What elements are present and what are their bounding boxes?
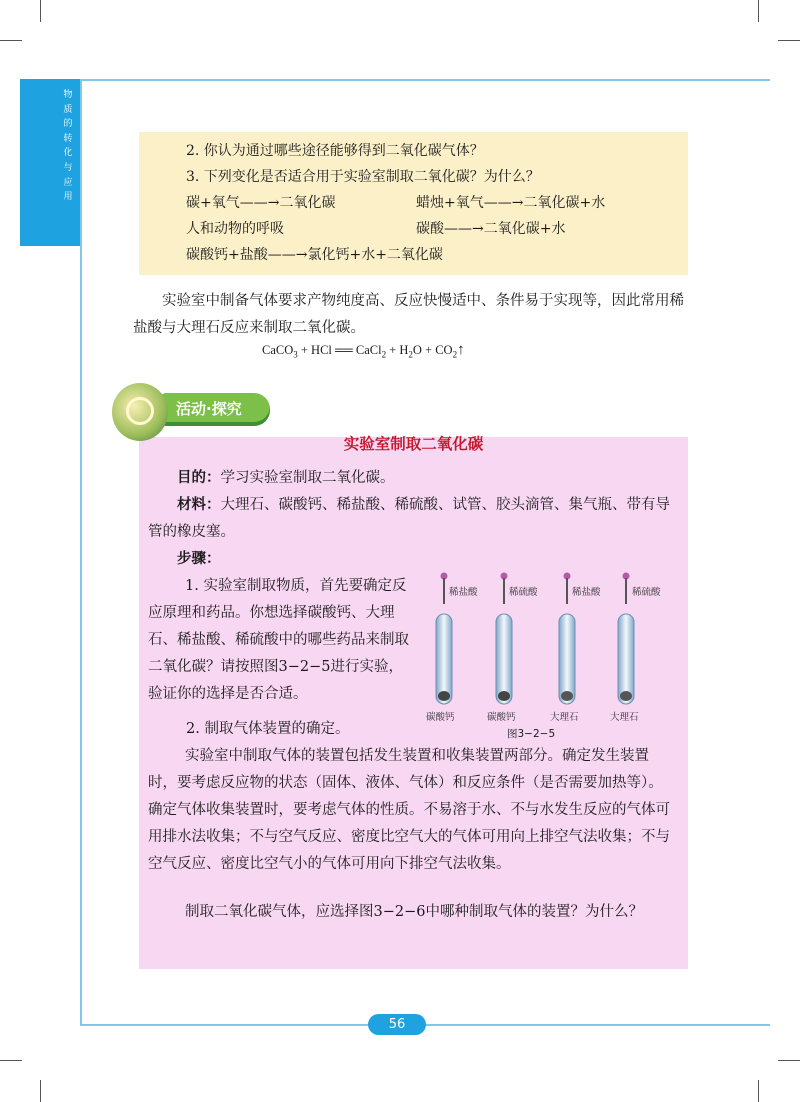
materials-label: 材料： bbox=[177, 497, 221, 513]
materials-line bbox=[148, 492, 676, 546]
side-char: 物 bbox=[63, 90, 73, 100]
crop-mark bbox=[758, 1080, 759, 1102]
materials-text: 大理石、碳酸钙、稀盐酸、稀硫酸、试管、胶头滴管、集气瓶、带有导管的橡皮塞。 bbox=[148, 497, 670, 540]
purpose-line bbox=[177, 465, 677, 492]
side-char: 应 bbox=[63, 177, 73, 188]
step-1-text: 1. 实验室制取物质，首先要确定反应原理和药品。你想选择碳酸钙、大理石、稀盐酸、稀硫酸中的哪些药品来制取二氧化碳？请按照图3−2−5进行实验，验证你的选择是否合适。 bbox=[148, 578, 409, 702]
solid-label: 大理石 bbox=[550, 712, 579, 723]
crop-mark bbox=[40, 0, 41, 22]
reagent-label: 稀硫酸 bbox=[632, 587, 661, 598]
page-number: 56 bbox=[368, 1014, 426, 1035]
eq-o-co: O + CO bbox=[412, 343, 453, 357]
question-2: 2. 你认为通过哪些途径能够得到二氧化碳气体？ bbox=[186, 143, 484, 159]
eq-h: + H bbox=[386, 343, 409, 357]
reaction-respiration: 人和动物的呼吸 bbox=[186, 221, 284, 237]
side-char: 化 bbox=[63, 148, 73, 159]
activity-label: 活动·探究 bbox=[160, 393, 270, 426]
solid-label: 大理石 bbox=[610, 712, 639, 723]
chapter-side-label bbox=[58, 88, 78, 205]
question-3: 3. 下列变化是否适合用于实验室制取二氧化碳？为什么？ bbox=[186, 169, 540, 185]
side-char: 与 bbox=[63, 162, 73, 173]
purpose-label: 目的： bbox=[177, 470, 221, 486]
crop-mark bbox=[0, 40, 22, 41]
reagent-label: 稀盐酸 bbox=[572, 587, 601, 598]
step-1 bbox=[148, 573, 416, 708]
crop-mark bbox=[758, 0, 759, 22]
top-rule bbox=[80, 79, 770, 81]
steps-line bbox=[177, 546, 377, 573]
apparatus-text: 实验室中制取气体的装置包括发生装置和收集装置两部分。确定发生装置时，要考虑反应物的状态（固体、液体、气体）和反应条件（是否需要加热等）。确定气体收集装置时，要考虑气体的性质。不易溶于水、不与水发生反应的气体可用排水法收集；不与空气反应、密度比空气大的气体可用向上排空气法收集；不与空气反应、密度比空气小的气体可用向下排空气法收集。 bbox=[148, 748, 670, 872]
left-rule bbox=[80, 79, 82, 1026]
side-char: 的 bbox=[63, 119, 73, 130]
eq-sub: 3 bbox=[293, 349, 298, 360]
reagent-label: 稀硫酸 bbox=[509, 587, 538, 598]
eq-sub: 2 bbox=[452, 349, 458, 360]
crop-mark bbox=[40, 1080, 41, 1102]
apparatus-paragraph bbox=[148, 743, 676, 878]
reagent-label: 稀盐酸 bbox=[449, 587, 478, 598]
eq-sub: 2 bbox=[408, 349, 413, 360]
reaction-candle: 蜡烛+氧气——→二氧化碳+水 bbox=[416, 195, 606, 211]
eq-equals: ══ bbox=[335, 343, 353, 357]
compass-ring-icon bbox=[126, 397, 154, 425]
question-text: 制取二氧化碳气体，应选择图3−2−6中哪种制取气体的装置？为什么？ bbox=[185, 904, 643, 920]
side-char: 转 bbox=[63, 133, 73, 144]
reaction-calcium-carbonate: 碳酸钙+盐酸——→氯化钙+水+二氧化碳 bbox=[186, 247, 443, 263]
intro-text: 实验室中制备气体要求产物纯度高、反应快慢适中、条件易于实现等，因此常用稀盐酸与大理石反应来制取二氧化碳。 bbox=[133, 293, 684, 336]
eq-hcl: + HCl bbox=[297, 343, 336, 357]
intro-paragraph bbox=[133, 288, 693, 342]
purpose-text: 学习实验室制取二氧化碳。 bbox=[220, 470, 395, 486]
reaction-carbonic-acid: 碳酸——→二氧化碳+水 bbox=[416, 221, 566, 237]
activity-title: 实验室制取二氧化碳 bbox=[343, 435, 484, 453]
side-char: 用 bbox=[63, 192, 73, 203]
reaction-carbon-oxygen: 碳+氧气——→二氧化碳 bbox=[186, 195, 336, 211]
crop-mark bbox=[778, 40, 800, 41]
gas-arrow-icon: ↑ bbox=[457, 342, 465, 358]
question-paragraph bbox=[148, 899, 676, 926]
eq-caco: CaCO bbox=[262, 343, 294, 357]
crop-mark bbox=[0, 1060, 22, 1061]
step-2-text: 2. 制取气体装置的确定。 bbox=[186, 721, 350, 737]
eq-sub: 2 bbox=[381, 349, 387, 360]
solid-label: 碳酸钙 bbox=[426, 712, 455, 723]
figure-caption: 图3−2−5 bbox=[507, 728, 556, 740]
crop-mark bbox=[778, 1060, 800, 1061]
eq-cacl: CaCl bbox=[352, 343, 382, 357]
steps-label: 步骤： bbox=[177, 551, 221, 567]
side-char: 质 bbox=[63, 104, 73, 115]
solid-label: 碳酸钙 bbox=[487, 712, 516, 723]
chemical-equation bbox=[262, 342, 465, 360]
